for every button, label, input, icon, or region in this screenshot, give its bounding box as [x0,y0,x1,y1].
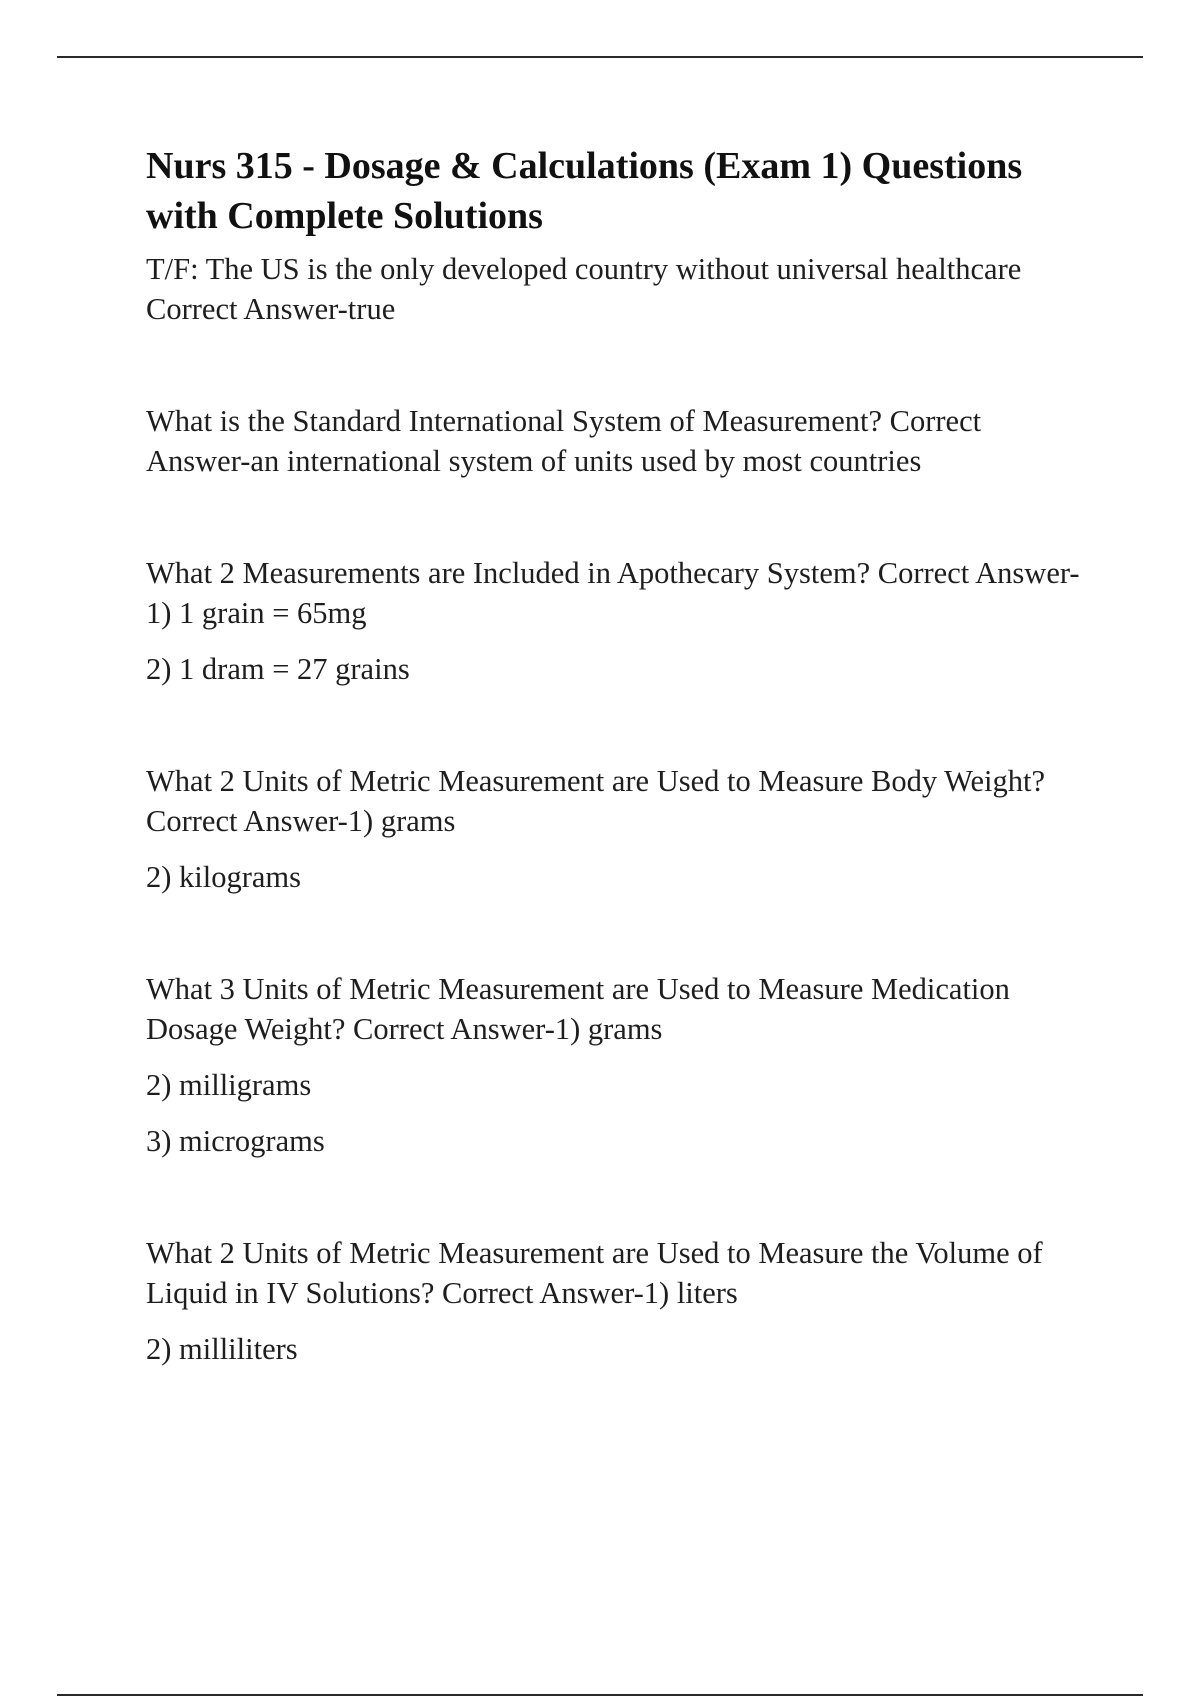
question-answer-text: What 2 Units of Metric Measurement are Used to Measure the Volume of Liquid in IV Solutions? Correct Answer-1) liters [146,1236,1043,1310]
qa-item [146,761,1086,897]
question-answer-text: What is the Standard International System of Measurement? Correct Answer-an international system of units used by most countries [146,404,982,478]
qa-item [146,249,1086,329]
top-divider [57,56,1143,58]
qa-item [146,553,1086,689]
question-answer-text: What 3 Units of Metric Measurement are Used to Measure Medication Dosage Weight? Correct Answer-1) grams [146,972,1010,1046]
qa-item [146,969,1086,1161]
answer-line: 2) milligrams [146,1068,312,1102]
answer-line: 2) kilograms [146,860,302,894]
answer-line: 2) milliliters [146,1332,298,1366]
answer-line: 2) 1 dram = 27 grains [146,652,410,686]
document-body [146,141,1086,1369]
document-title: Nurs 315 - Dosage & Calculations (Exam 1) Questions with Complete Solutions [146,145,1023,237]
question-answer-text: T/F: The US is the only developed country without universal healthcare Correct Answer-true [146,252,1022,326]
answer-line: 3) micrograms [146,1124,325,1158]
qa-item [146,401,1086,481]
question-answer-text: What 2 Measurements are Included in Apothecary System? Correct Answer-1) 1 grain = 65mg [146,556,1080,630]
qa-item [146,1233,1086,1369]
bottom-divider [57,1694,1143,1696]
question-answer-text: What 2 Units of Metric Measurement are Used to Measure Body Weight? Correct Answer-1) grams [146,764,1046,838]
